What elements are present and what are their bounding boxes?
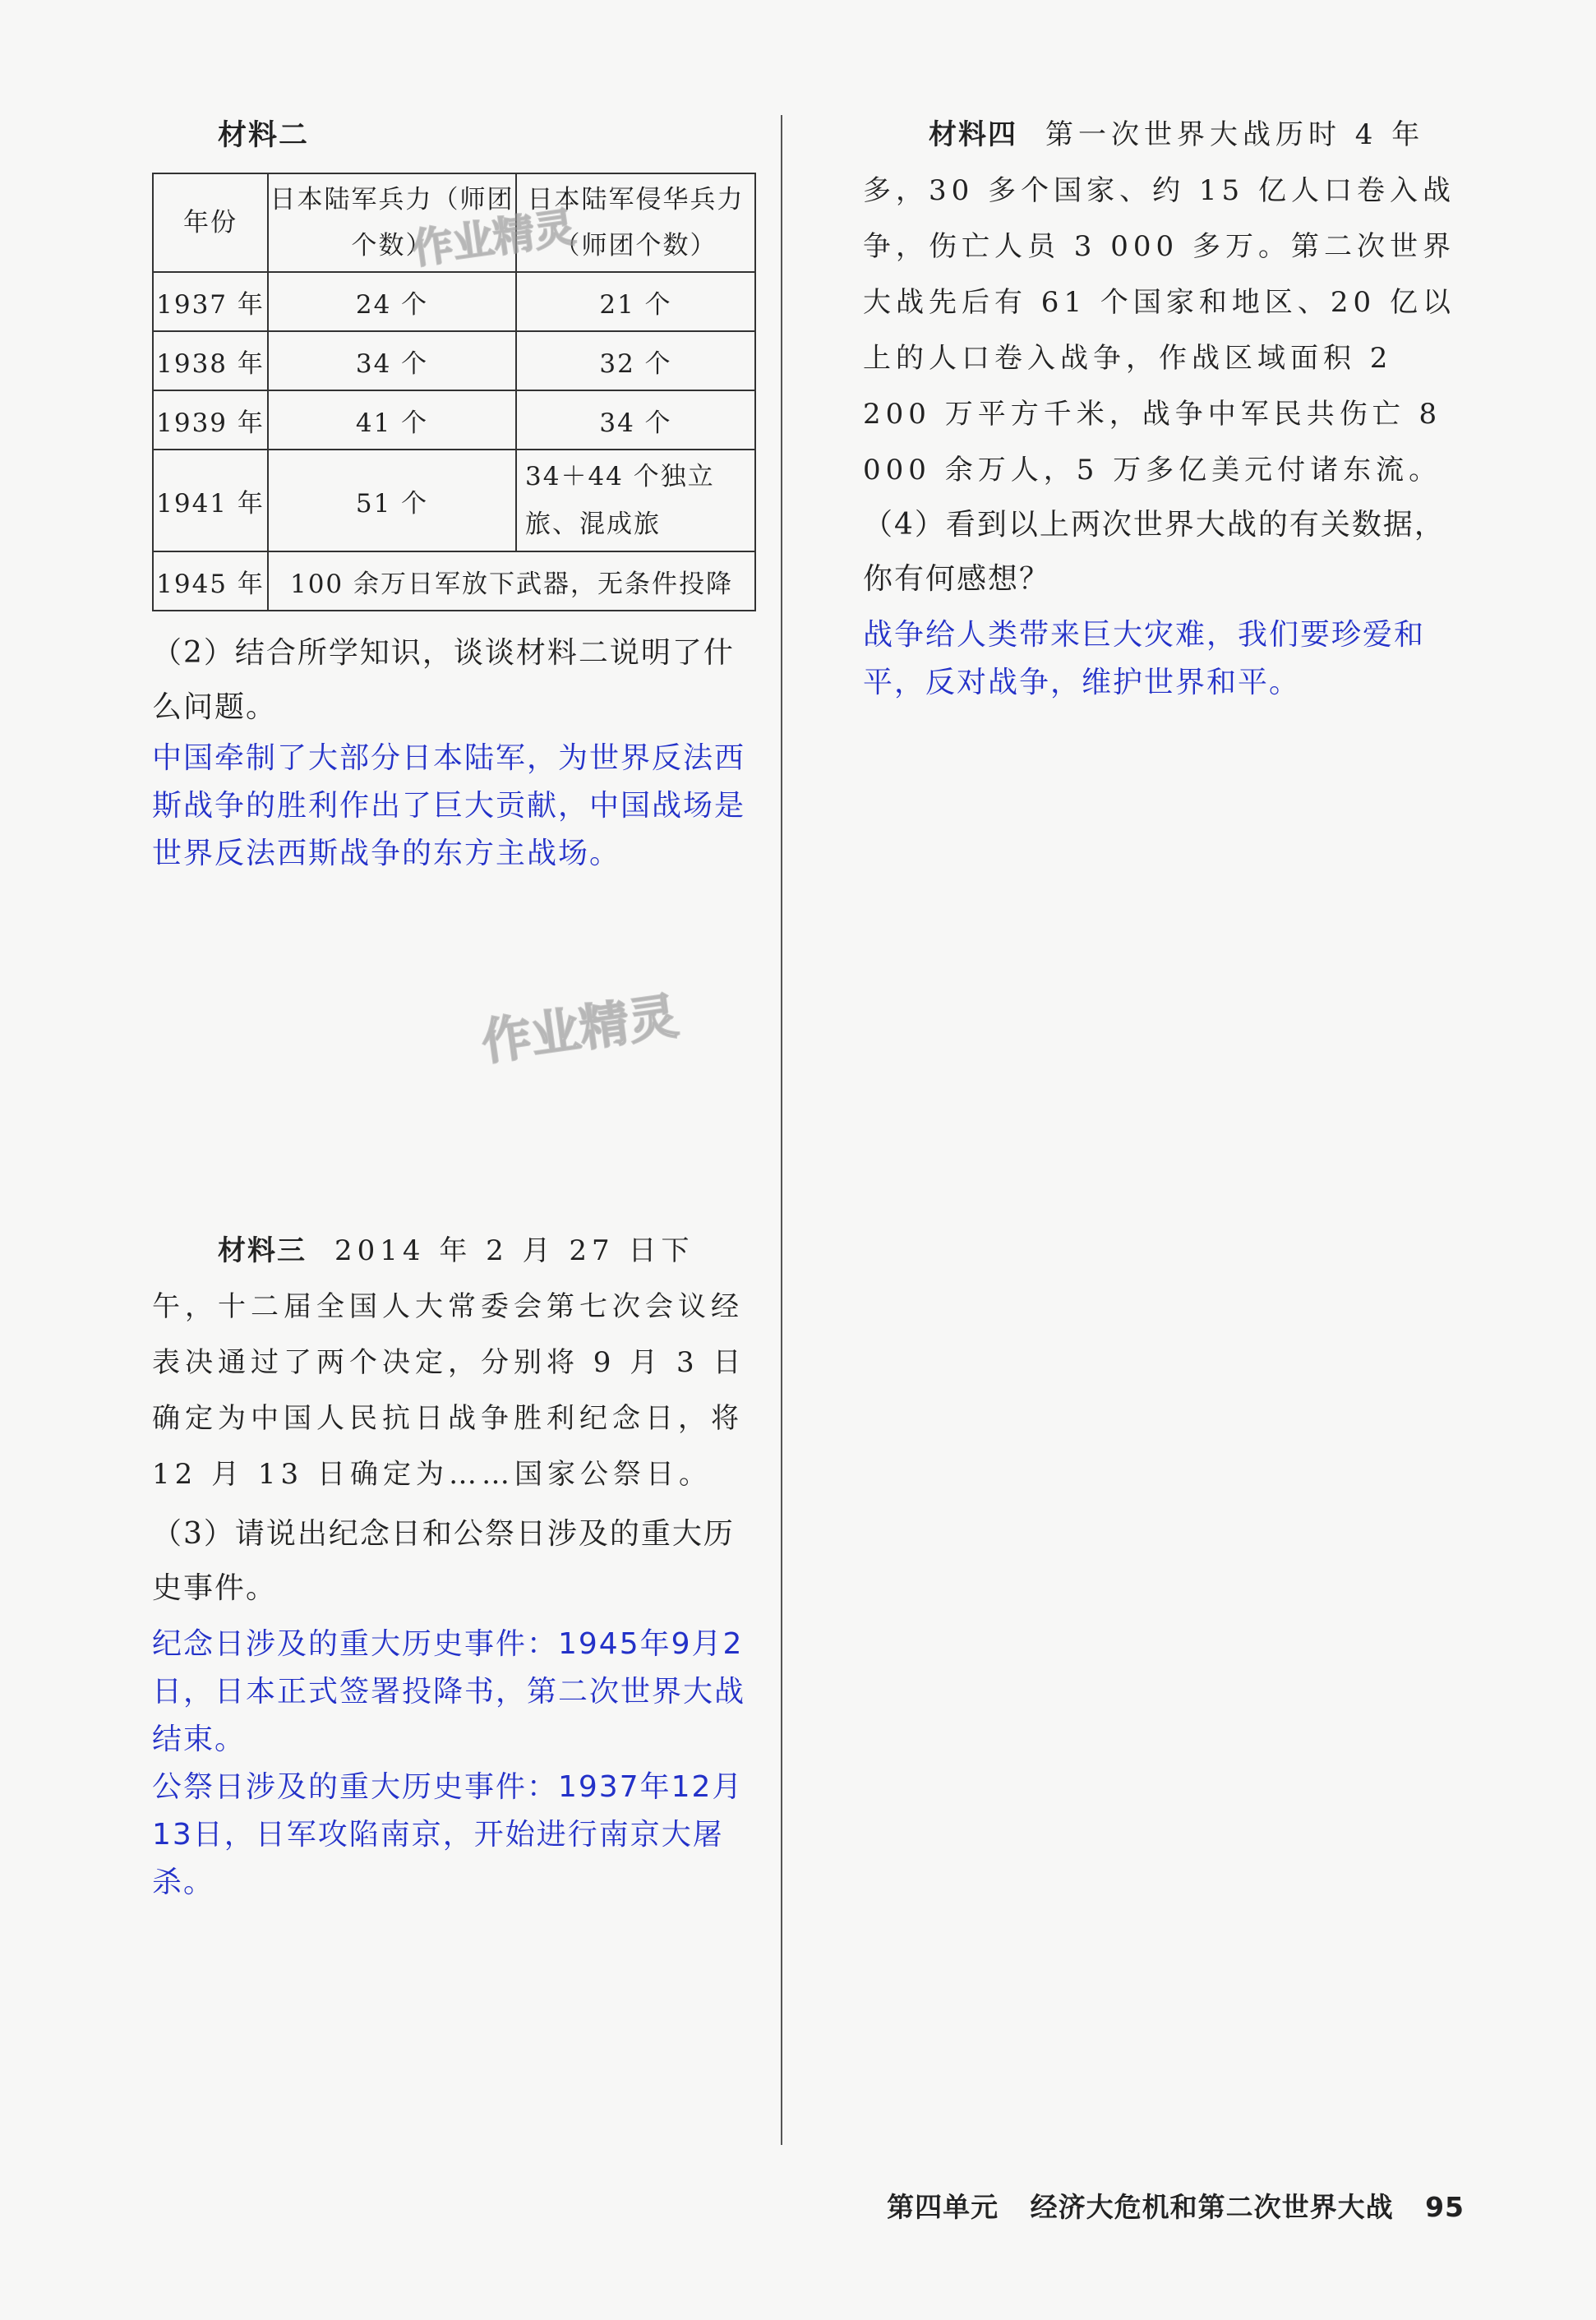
table-cell-army: 34 个 xyxy=(268,331,516,390)
footer-unit: 第四单元 xyxy=(887,2191,999,2223)
question-3: （3）请说出纪念日和公祭日涉及的重大历史事件。 xyxy=(152,1517,735,1605)
material3-label: 材料三 xyxy=(218,1234,307,1267)
table-header-army: 日本陆军兵力（师团个数） xyxy=(268,173,516,272)
table-cell-year: 1945 年 xyxy=(153,551,268,611)
page-footer xyxy=(865,2186,1465,2225)
page-number: 95 xyxy=(1425,2191,1465,2223)
material3-text: 2014 年 2 月 27 日下午，十二届全国人大常委会第七次会议经表决通过了两个决定，分别将 9 月 3 日确定为中国人民抗日战争胜利纪念日，将 12 月 13 日确定为……国家公祭日。 xyxy=(152,1234,746,1491)
material4-label: 材料四 xyxy=(929,118,1017,151)
table-cell-army: 24 个 xyxy=(268,272,516,331)
table-row xyxy=(153,331,755,390)
table-cell-china: 34 个 xyxy=(516,390,755,450)
table-cell-china: 32 个 xyxy=(516,331,755,390)
material4-text: 第一次世界大战历时 4 年多，30 多个国家、约 15 亿人口卷入战争，伤亡人员 3 000 多万。第二次世界大战先后有 61 个国家和地区、20 亿以上的人口卷入战争，作战区域面积 2 200 万平方千米，战争中军民共伤亡 8 000 余万人，5 万多亿美元付诸东流。 xyxy=(863,118,1455,487)
watermark: 作业精灵 xyxy=(477,987,682,1072)
watermark: 作业精灵 xyxy=(408,203,579,274)
material2-heading: 材料二 xyxy=(218,119,310,152)
answer-3b: 公祭日涉及的重大历史事件：1937年12月13日，日军攻陷南京，开始进行南京大屠杀。 xyxy=(152,1770,744,1899)
table-row xyxy=(153,390,755,450)
answer-2: 中国牵制了大部分日本陆军，为世界反法西斯战争的胜利作出了巨大贡献，中国战场是世界反法西斯战争的东方主战场。 xyxy=(152,741,746,870)
question-2: （2）结合所学知识，谈谈材料二说明了什么问题。 xyxy=(152,636,735,724)
answer-4: 战争给人类带来巨大灾难，我们要珍爱和平，反对战争，维护世界和平。 xyxy=(863,618,1426,699)
right-column xyxy=(863,107,1471,707)
table-cell-year: 1941 年 xyxy=(153,450,268,551)
table-cell-surrender: 100 余万日军放下武器，无条件投降 xyxy=(268,551,755,611)
table-row xyxy=(153,551,755,611)
table-row xyxy=(153,450,755,551)
column-divider xyxy=(781,115,782,2145)
table-cell-year: 1938 年 xyxy=(153,331,268,390)
table-cell-army: 41 个 xyxy=(268,390,516,450)
table-cell-china: 34＋44 个独立旅、混成旅 xyxy=(516,450,755,551)
answer-3a: 纪念日涉及的重大历史事件：1945年9月2日，日本正式签署投降书，第二次世界大战结束。 xyxy=(152,1627,746,1756)
table-header-year: 年份 xyxy=(153,173,268,272)
question-4: （4）看到以上两次世界大战的有关数据，你有何感想？ xyxy=(863,508,1446,596)
material3-paragraph xyxy=(152,1223,756,1502)
table-cell-year: 1937 年 xyxy=(153,272,268,331)
table-cell-year: 1939 年 xyxy=(153,390,268,450)
table-cell-army: 51 个 xyxy=(268,450,516,551)
table-cell-china: 21 个 xyxy=(516,272,755,331)
table-row xyxy=(153,272,755,331)
footer-title: 经济大危机和第二次世界大战 xyxy=(1030,2191,1394,2223)
table-header-china: 日本陆军侵华兵力（师团个数） xyxy=(516,173,755,272)
material4-paragraph xyxy=(863,107,1471,498)
